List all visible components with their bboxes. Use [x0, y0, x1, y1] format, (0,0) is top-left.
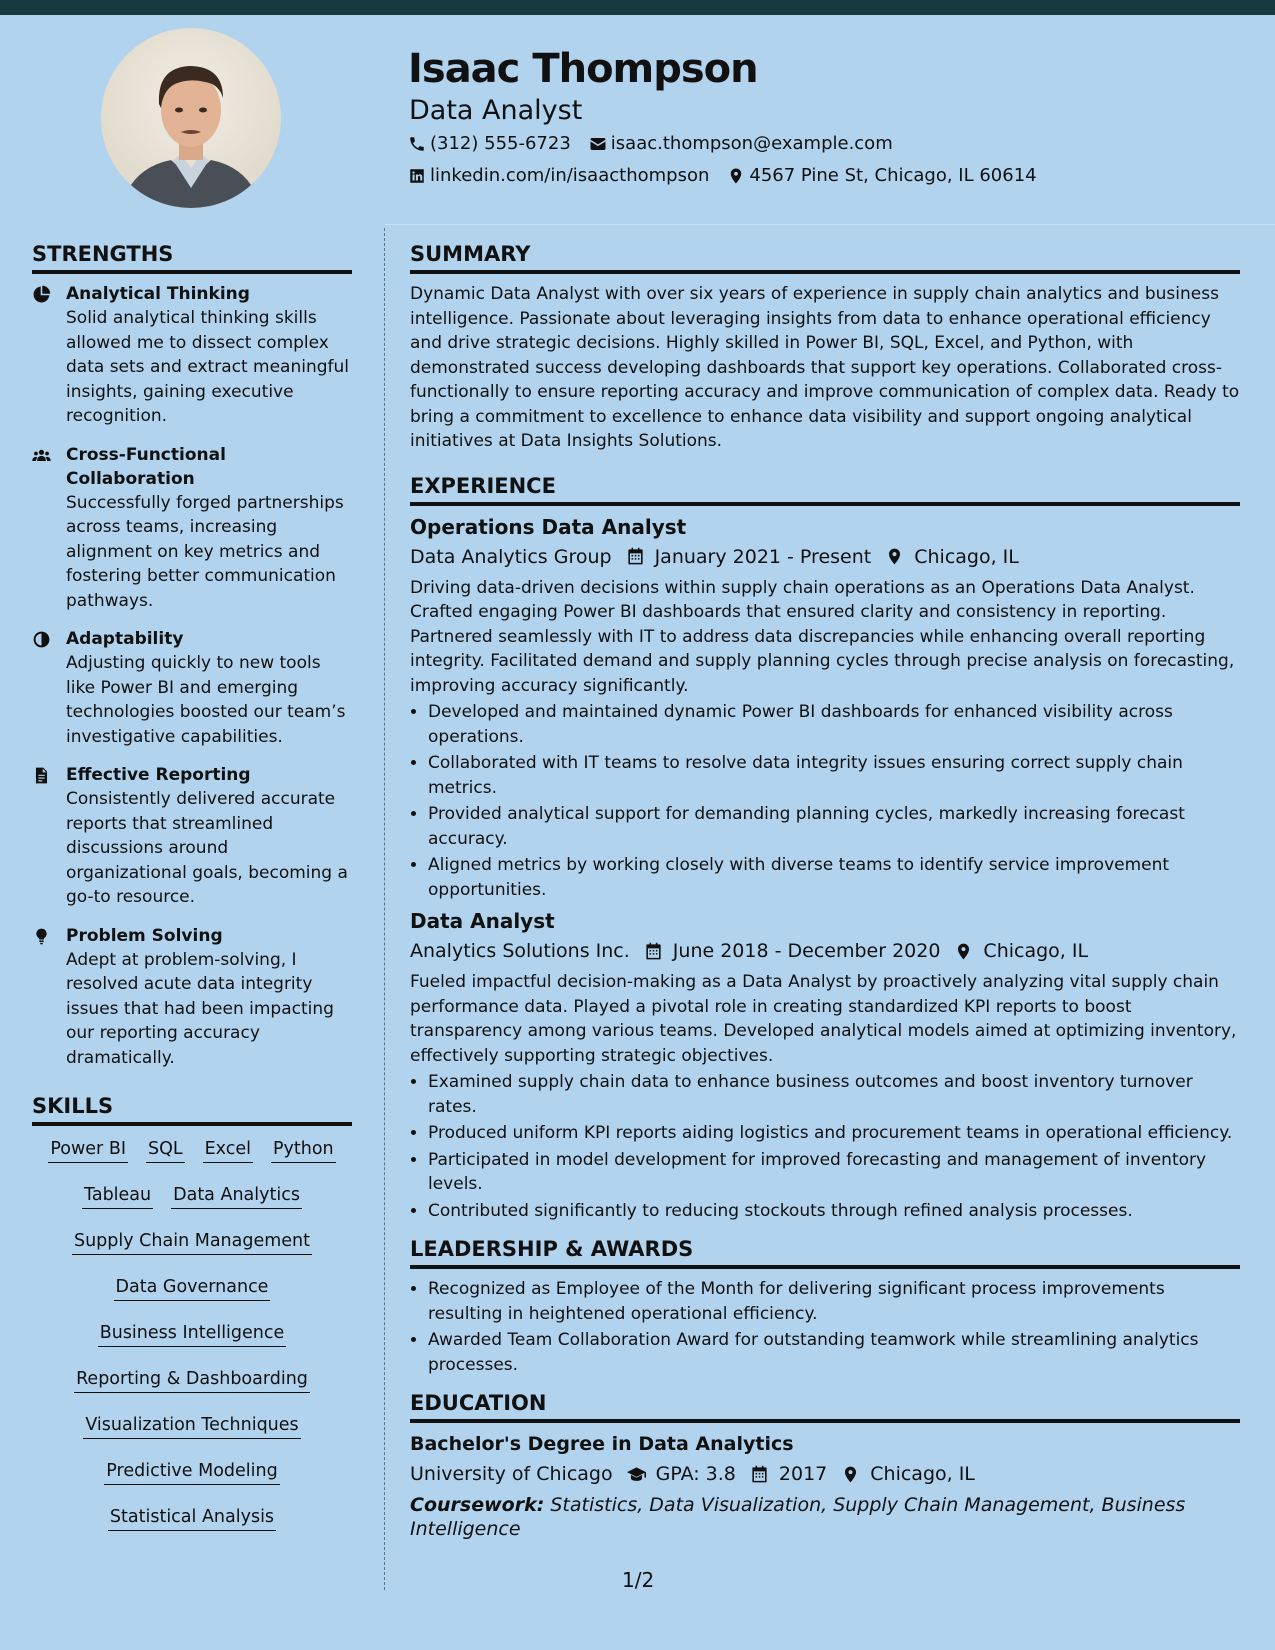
strength-title: Problem Solving [66, 925, 223, 946]
job-bullets [410, 1070, 1240, 1223]
strengths-heading: STRENGTHS [32, 240, 352, 274]
strength-description: Adept at problem-solving, I resolved acute data integrity issues that had been impacting our reporting accuracy dramatically. [66, 949, 334, 1068]
right-column [410, 240, 1240, 1541]
job-title: Operations Data Analyst [410, 514, 687, 539]
top-bar [0, 0, 1275, 15]
degree-title: Bachelor's Degree in Data Analytics [410, 1433, 794, 1455]
skill-tag: Python [271, 1134, 336, 1163]
calendar-icon [626, 547, 645, 566]
experience-entry [410, 908, 1240, 1223]
contact-row-2 [408, 165, 1037, 186]
contact-row-1 [408, 133, 893, 154]
column-divider [384, 228, 385, 1590]
bullet-item: • Awarded Team Collaboration Award for outstanding teamwork while streamlining analytics processes. [428, 1328, 1240, 1377]
graduation-year: 2017 [778, 1463, 828, 1485]
leadership-heading: LEADERSHIP & AWARDS [410, 1235, 1240, 1269]
job-meta [410, 542, 1240, 572]
strength-title: Effective Reporting [66, 765, 251, 785]
skills-heading: SKILLS [32, 1092, 352, 1126]
job-location: Chicago, IL [914, 545, 1019, 568]
bullet-item: • Examined supply chain data to enhance business outcomes and boost inventory turnover rates. [428, 1070, 1240, 1119]
skill-tag: Power BI [48, 1134, 128, 1163]
skill-tag: Statistical Analysis [108, 1502, 276, 1531]
page-number: 1/2 [622, 1568, 655, 1592]
skill-tag: Data Governance [114, 1272, 271, 1301]
address-text: 4567 Pine St, Chicago, IL 60614 [749, 165, 1037, 186]
lightbulb-icon [32, 924, 56, 1071]
calendar-icon [750, 1465, 769, 1484]
company-name: Analytics Solutions Inc. [410, 940, 630, 962]
strength-description: Successfully forged partnerships across teams, increasing alignment on key metrics and fostering better communication pathways. [66, 492, 344, 611]
left-column [32, 240, 352, 1548]
skill-tag: Reporting & Dashboarding [74, 1364, 310, 1393]
strength-item [32, 282, 352, 429]
bullet-item: • Aligned metrics by working closely with diverse teams to identify service improvement opportunities. [428, 853, 1240, 902]
skill-tag: Supply Chain Management [72, 1226, 312, 1255]
map-marker-icon [727, 167, 745, 185]
coursework-text: Statistics, Data Visualization, Supply Chain Management, Business Intelligence [410, 1494, 1186, 1540]
skill-tag: Business Intelligence [98, 1318, 287, 1347]
strength-description: Solid analytical thinking skills allowed me to dissect complex data sets and extract meaningful insights, gaining executive recognition. [66, 308, 350, 426]
graduation-cap-icon [627, 1465, 646, 1484]
job-dates: June 2018 - December 2020 [672, 940, 941, 962]
skill-tag: SQL [146, 1134, 185, 1163]
bullet-item: • Collaborated with IT teams to resolve data integrity issues ensuring correct supply chain metrics. [428, 751, 1240, 800]
linkedin-text: linkedin.com/in/isaacthompson [430, 165, 710, 186]
adjust-icon [32, 627, 56, 749]
strength-item [32, 763, 352, 910]
calendar-icon [644, 942, 663, 961]
strength-description: Consistently delivered accurate reports that streamlined discussions around organizational goals, becoming a go-to resource. [66, 789, 348, 907]
leadership-bullets [410, 1277, 1240, 1377]
linkedin-icon [408, 167, 426, 185]
strength-title: Cross-Functional Collaboration [66, 444, 226, 489]
bullet-item: • Contributed significantly to reducing stockouts through refined analysis processes. [428, 1199, 1240, 1224]
job-dates: January 2021 - Present [654, 545, 872, 568]
coursework [410, 1493, 1240, 1541]
candidate-name: Isaac Thompson [408, 46, 758, 92]
company-name: Data Analytics Group [410, 545, 612, 568]
skill-tag: Excel [203, 1134, 253, 1163]
bullet-item: • Provided analytical support for demanding planning cycles, markedly increasing forecast accuracy. [428, 802, 1240, 851]
map-marker-icon [954, 942, 973, 961]
pie-chart-icon [32, 282, 56, 429]
education-meta [410, 1459, 1240, 1489]
bullet-item: • Produced uniform KPI reports aiding logistics and procurement teams in operational efficiency. [428, 1121, 1240, 1146]
email-text: isaac.thompson@example.com [610, 133, 893, 154]
job-description: Fueled impactful decision-making as a Data Analyst by proactively analyzing vital supply chain performance data. Played a pivotal role in creating standardized KPI reports to boost transparency among various teams. Developed analytical models aimed at optimizing inventory, effectively supporting strategic objectives. [410, 972, 1237, 1066]
skill-tag: Predictive Modeling [104, 1456, 279, 1485]
skill-tag: Visualization Techniques [83, 1410, 300, 1439]
job-title: Data Analyst [410, 909, 555, 933]
school-location: Chicago, IL [870, 1463, 975, 1485]
skill-tag: Data Analytics [171, 1180, 302, 1209]
experience-heading: EXPERIENCE [410, 472, 1240, 506]
job-bullets [410, 700, 1240, 902]
strength-item [32, 924, 352, 1071]
skills-list [32, 1134, 352, 1548]
skill-tag: Tableau [82, 1180, 153, 1209]
map-marker-icon [885, 547, 904, 566]
job-meta [410, 936, 1240, 966]
bullet-item: • Participated in model development for improved forecasting and management of inventory levels. [428, 1148, 1240, 1197]
strength-title: Adaptability [66, 629, 184, 649]
strength-description: Adjusting quickly to new tools like Power BI and emerging technologies boosted our team’s investigative capabilities. [66, 653, 346, 747]
job-description: Driving data-driven decisions within supply chain operations as an Operations Data Analyst. Crafted engaging Power BI dashboards that ensured clarity and consistency in reporting. Partnered seamlessly with IT to address data discrepancies while enhancing overall reporting integrity. Facilitated demand and supply planning cycles through precise analysis on forecasting, improving accuracy significantly. [410, 577, 1235, 696]
phone-text: (312) 555-6723 [430, 133, 571, 154]
map-marker-icon [841, 1465, 860, 1484]
users-icon [32, 443, 56, 614]
contact-linkedin[interactable] [408, 165, 709, 186]
strength-item [32, 627, 352, 749]
file-icon [32, 763, 56, 910]
experience-entry [410, 514, 1240, 903]
coursework-label: Coursework: [410, 1494, 545, 1516]
bullet-item: • Developed and maintained dynamic Power BI dashboards for enhanced visibility across operations. [428, 700, 1240, 749]
contact-email[interactable] [589, 133, 893, 154]
contact-address [727, 165, 1036, 186]
candidate-title: Data Analyst [409, 95, 583, 126]
job-location: Chicago, IL [983, 940, 1089, 962]
phone-icon [408, 135, 426, 153]
summary-text: Dynamic Data Analyst with over six years of experience in supply chain analytics and business intelligence. Passionate about leveraging insights from data to enhance operational efficiency and drive strategic decisions. Highly skilled in Power BI, SQL, Excel, and Python, with demonstrated success developing dashboards that support key operations. Collaborated cross-functionally to ensure reporting accuracy and improve communication of complex data. Ready to bring a commitment to excellence to enhance data visibility and support ongoing analytical initiatives at Data Insights Solutions. [410, 284, 1240, 451]
school-name: University of Chicago [410, 1463, 613, 1485]
education-heading: EDUCATION [410, 1389, 1240, 1423]
strength-item [32, 443, 352, 614]
strength-title: Analytical Thinking [66, 284, 250, 304]
contact-phone[interactable] [408, 133, 571, 154]
header-divider [385, 224, 1275, 225]
bullet-item: • Recognized as Employee of the Month for delivering significant process improvements resulting in heightened operational efficiency. [428, 1277, 1240, 1326]
gpa-text: GPA: 3.8 [655, 1463, 736, 1485]
summary-heading: SUMMARY [410, 240, 1240, 274]
profile-photo [101, 28, 281, 208]
envelope-icon [589, 135, 607, 153]
